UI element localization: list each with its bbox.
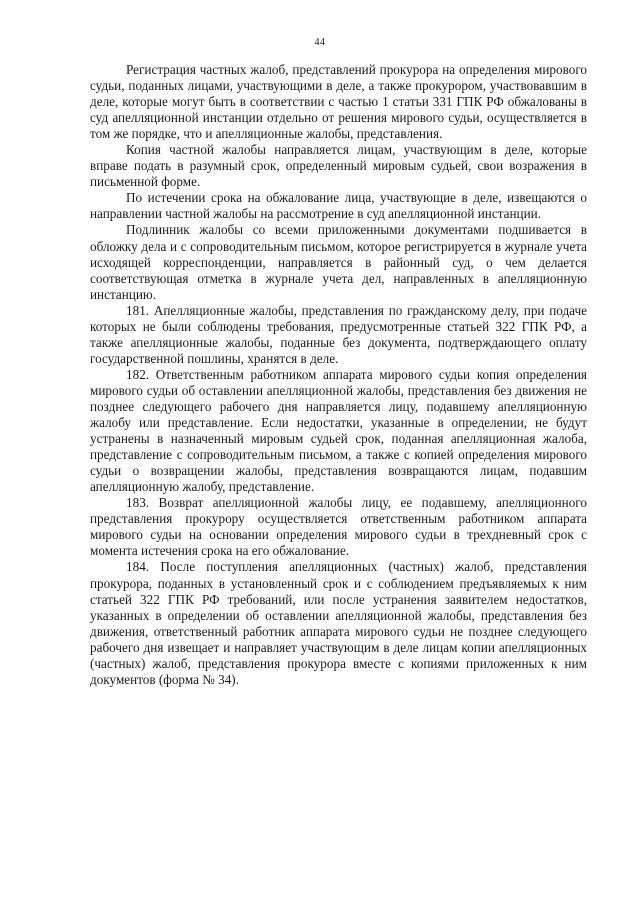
paragraph-item-182: 182. Ответственным работником аппарата мирового судьи копия определения мирового судьи об оставлении апелляционной жалобы, представления без движения не позднее следующего рабочего дня направляется лицу, подавшему апелляционную жалобу или представление. Если недостатки, указанные в определении, не будут устранены в назначенный мировым судьей срок, поданная апелляционная жалоба, представление с сопроводительным письмом, а также с копией определения мирового судьи о возвращении жалобы, представления возвращаются лицам, подавшим апелляционную жалобу, представление. — [90, 366, 587, 495]
page-number: 44 — [314, 37, 326, 48]
paragraph-item-183: 183. Возврат апелляционной жалобы лицу, ее подавшему, апелляционного представления прокурору осуществляется ответственным работником аппарата мирового судьи на основании определения мирового судьи в трехдневный срок с момента истечения срока на его обжалование. — [90, 495, 587, 559]
paragraph-original-filing: Подлинник жалобы со всеми приложенными документами подшивается в обложку дела и с сопроводительным письмом, которое регистрируется в журнале учета исходящей корреспонденции, направляется в районный суд, о чем делается соответствующая отметка в журнале учета дел, направленных в апелляционную инстанцию. — [90, 222, 587, 302]
paragraph-item-184: 184. После поступления апелляционных (частных) жалоб, представления прокурора, поданных в установленный срок и с соблюдением предъявляемых к ним статьей 322 ГПК РФ требований, или после устранения заявителем недостатков, указанных в определении об оставлении апелляционной жалобы, представления без движения, ответственный работник аппарата мирового судьи не позднее следующего рабочего дня извещает и направляет участвующим в деле лицам копии апелляционных (частных) жалоб, представления прокурора вместе с копиями приложенных к ним документов (форма № 34). — [90, 559, 587, 687]
paragraph-notification: По истечении срока на обжалование лица, участвующие в деле, извещаются о направлении частной жалобы на рассмотрение в суд апелляционной инстанции. — [90, 190, 587, 222]
document-body — [90, 62, 587, 688]
paragraph-complaint-copy: Копия частной жалобы направляется лицам, участвующим в деле, которые вправе подать в разумный срок, определенный мировым судьей, свои возражения в письменной форме. — [90, 142, 587, 190]
paragraph-appeal-registration: Регистрация частных жалоб, представлений прокурора на определения мирового судьи, поданных лицами, участвующими в деле, а также прокурором, участвовавшим в деле, которые могут быть в соответствии с частью 1 статьи 331 ГПК РФ обжалованы в суд апелляционной инстанции отдельно от решения мирового судьи, осуществляется в том же порядке, что и апелляционные жалобы, представления. — [90, 62, 587, 142]
paragraph-item-181: 181. Апелляционные жалобы, представления по гражданскому делу, при подаче которых не были соблюдены требования, предусмотренные статьей 322 ГПК РФ, а также апелляционные жалобы, поданные без документа, подтверждающего оплату государственной пошлины, хранятся в деле. — [90, 302, 587, 366]
